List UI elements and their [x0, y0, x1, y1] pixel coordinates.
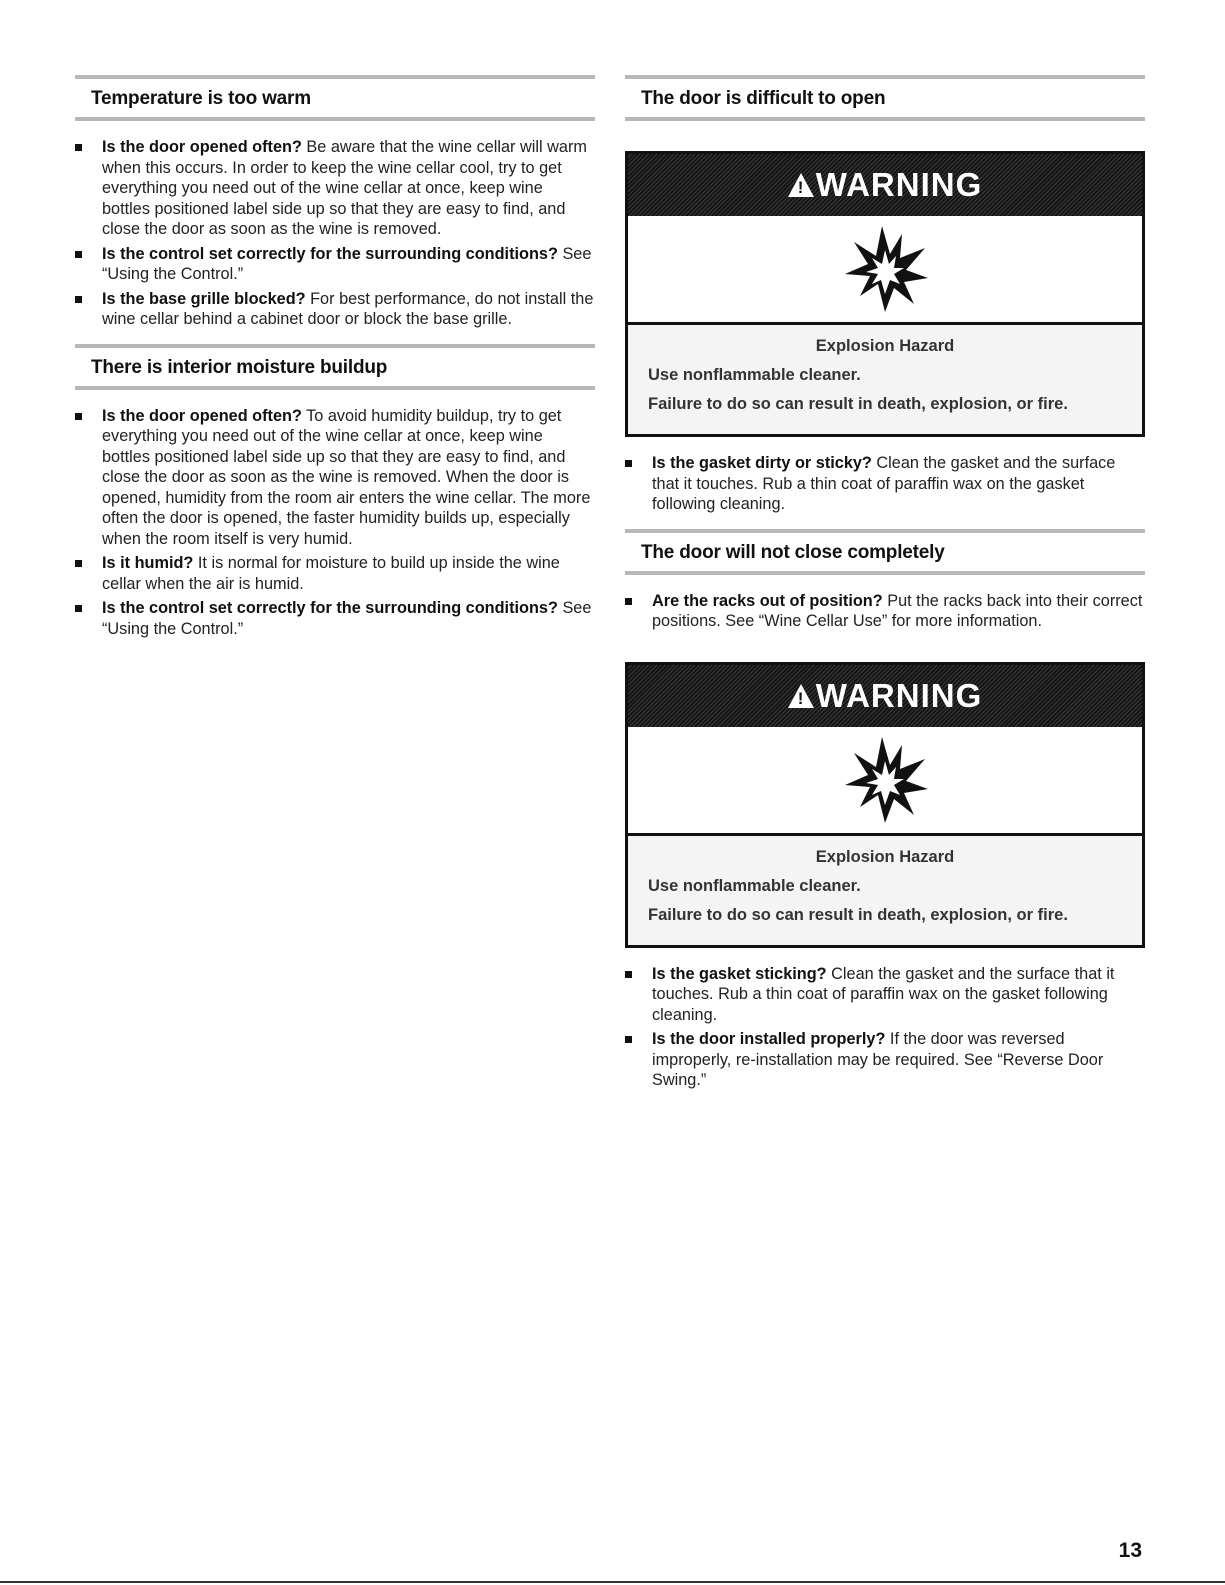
answer-text: See “Using the Control.” — [102, 244, 592, 283]
section-header-temperature — [75, 75, 595, 121]
answer-text: Be aware that the wine cellar will warm when this occurs. In order to keep the wine cellar cool, try to get everything you need out of the wine cellar at once, keep wine bottles positioned label side up so that they are easy to find, and close the door as soon as the wine is removed. — [102, 138, 587, 238]
section-header-door-not-close — [625, 529, 1145, 575]
warning-box — [625, 662, 1145, 948]
list-item — [75, 553, 595, 594]
right-column — [625, 75, 1145, 1095]
answer-text: See “Using the Control.” — [102, 599, 592, 638]
question-text: Is the door opened often? — [102, 406, 302, 425]
warning-triangle-icon — [788, 173, 814, 197]
troubleshoot-list — [625, 591, 1145, 632]
answer-text: To avoid humidity buildup, try to get everything you need out of the wine cellar at once, keep wine bottles positioned label side up so that they are easy to find, and close the door as soon as the wine is removed. When the door is opened, humidity from the room air enters the wine cellar. The more often the door is opened, the faster humidity builds up, especially when the room itself is very humid. — [102, 406, 591, 548]
list-item — [625, 591, 1145, 632]
question-text: Is the control set correctly for the surrounding conditions? — [102, 599, 558, 617]
bottom-rule — [0, 1581, 1225, 1583]
question-text: Is the door opened often? — [102, 138, 302, 156]
warning-triangle-icon — [788, 684, 814, 708]
warning-box — [625, 151, 1145, 437]
warning-title: WARNING — [815, 676, 983, 714]
question-text: Is the control set correctly for the surrounding conditions? — [102, 244, 558, 263]
list-item — [75, 598, 595, 639]
answer-text: For best performance, do not install the wine cellar behind a cabinet door or block the base grille. — [102, 289, 594, 328]
list-item — [75, 137, 595, 240]
section-header-door-difficult — [625, 75, 1145, 121]
answer-text: Clean the gasket and the surface that it touches. Rub a thin coat of paraffin wax on the gasket following cleaning. — [652, 454, 1116, 513]
warning-header — [628, 665, 1142, 727]
list-item — [75, 244, 595, 285]
section-title: Temperature is too warm — [91, 88, 311, 109]
page-number: 13 — [1118, 1539, 1142, 1562]
section-title: The door is difficult to open — [641, 88, 886, 109]
question-text: Is the base grille blocked? — [102, 289, 306, 308]
question-text: Are the racks out of position? — [652, 591, 883, 610]
list-item — [625, 964, 1145, 1026]
troubleshoot-list — [75, 406, 595, 640]
answer-text: Put the racks back into their correct positions. See “Wine Cellar Use” for more information. — [652, 591, 1143, 630]
list-item — [625, 1029, 1145, 1091]
troubleshoot-list — [75, 137, 595, 330]
question-text: Is it humid? — [102, 554, 194, 572]
warning-line: Failure to do so can result in death, explosion, or fire. — [648, 905, 1068, 924]
exclamation-mark: ! — [797, 178, 804, 197]
warning-line: Use nonflammable cleaner. — [648, 366, 861, 384]
explosion-icon — [628, 727, 1142, 836]
warning-line: Use nonflammable cleaner. — [648, 876, 861, 895]
list-item — [75, 406, 595, 550]
left-column — [75, 75, 595, 643]
troubleshoot-list — [625, 964, 1145, 1091]
answer-text: If the door was reversed improperly, re-installation may be required. See “Reverse Door Swing.” — [652, 1030, 1104, 1089]
warning-line: Failure to do so can result in death, explosion, or fire. — [648, 395, 1068, 413]
explosion-icon — [628, 216, 1142, 325]
exclamation-mark: ! — [797, 688, 804, 708]
section-title: The door will not close completely — [641, 541, 945, 563]
troubleshoot-list — [625, 453, 1145, 515]
section-header-moisture — [75, 344, 595, 390]
answer-text: It is normal for moisture to build up inside the wine cellar when the air is humid. — [102, 554, 560, 593]
warning-body — [628, 836, 1142, 945]
hazard-title: Explosion Hazard — [815, 337, 955, 355]
question-text: Is the door installed properly? — [652, 1030, 886, 1048]
question-text: Is the gasket sticking? — [652, 964, 827, 983]
warning-title: WARNING — [815, 166, 983, 203]
list-item — [75, 289, 595, 330]
question-text: Is the gasket dirty or sticky? — [652, 454, 872, 472]
section-title: There is interior moisture buildup — [91, 356, 388, 378]
answer-text: Clean the gasket and the surface that it touches. Rub a thin coat of paraffin wax on the gasket following cleaning. — [652, 964, 1115, 1024]
list-item — [625, 453, 1145, 515]
hazard-title: Explosion Hazard — [815, 847, 955, 866]
warning-body — [628, 325, 1142, 434]
warning-header — [628, 154, 1142, 216]
